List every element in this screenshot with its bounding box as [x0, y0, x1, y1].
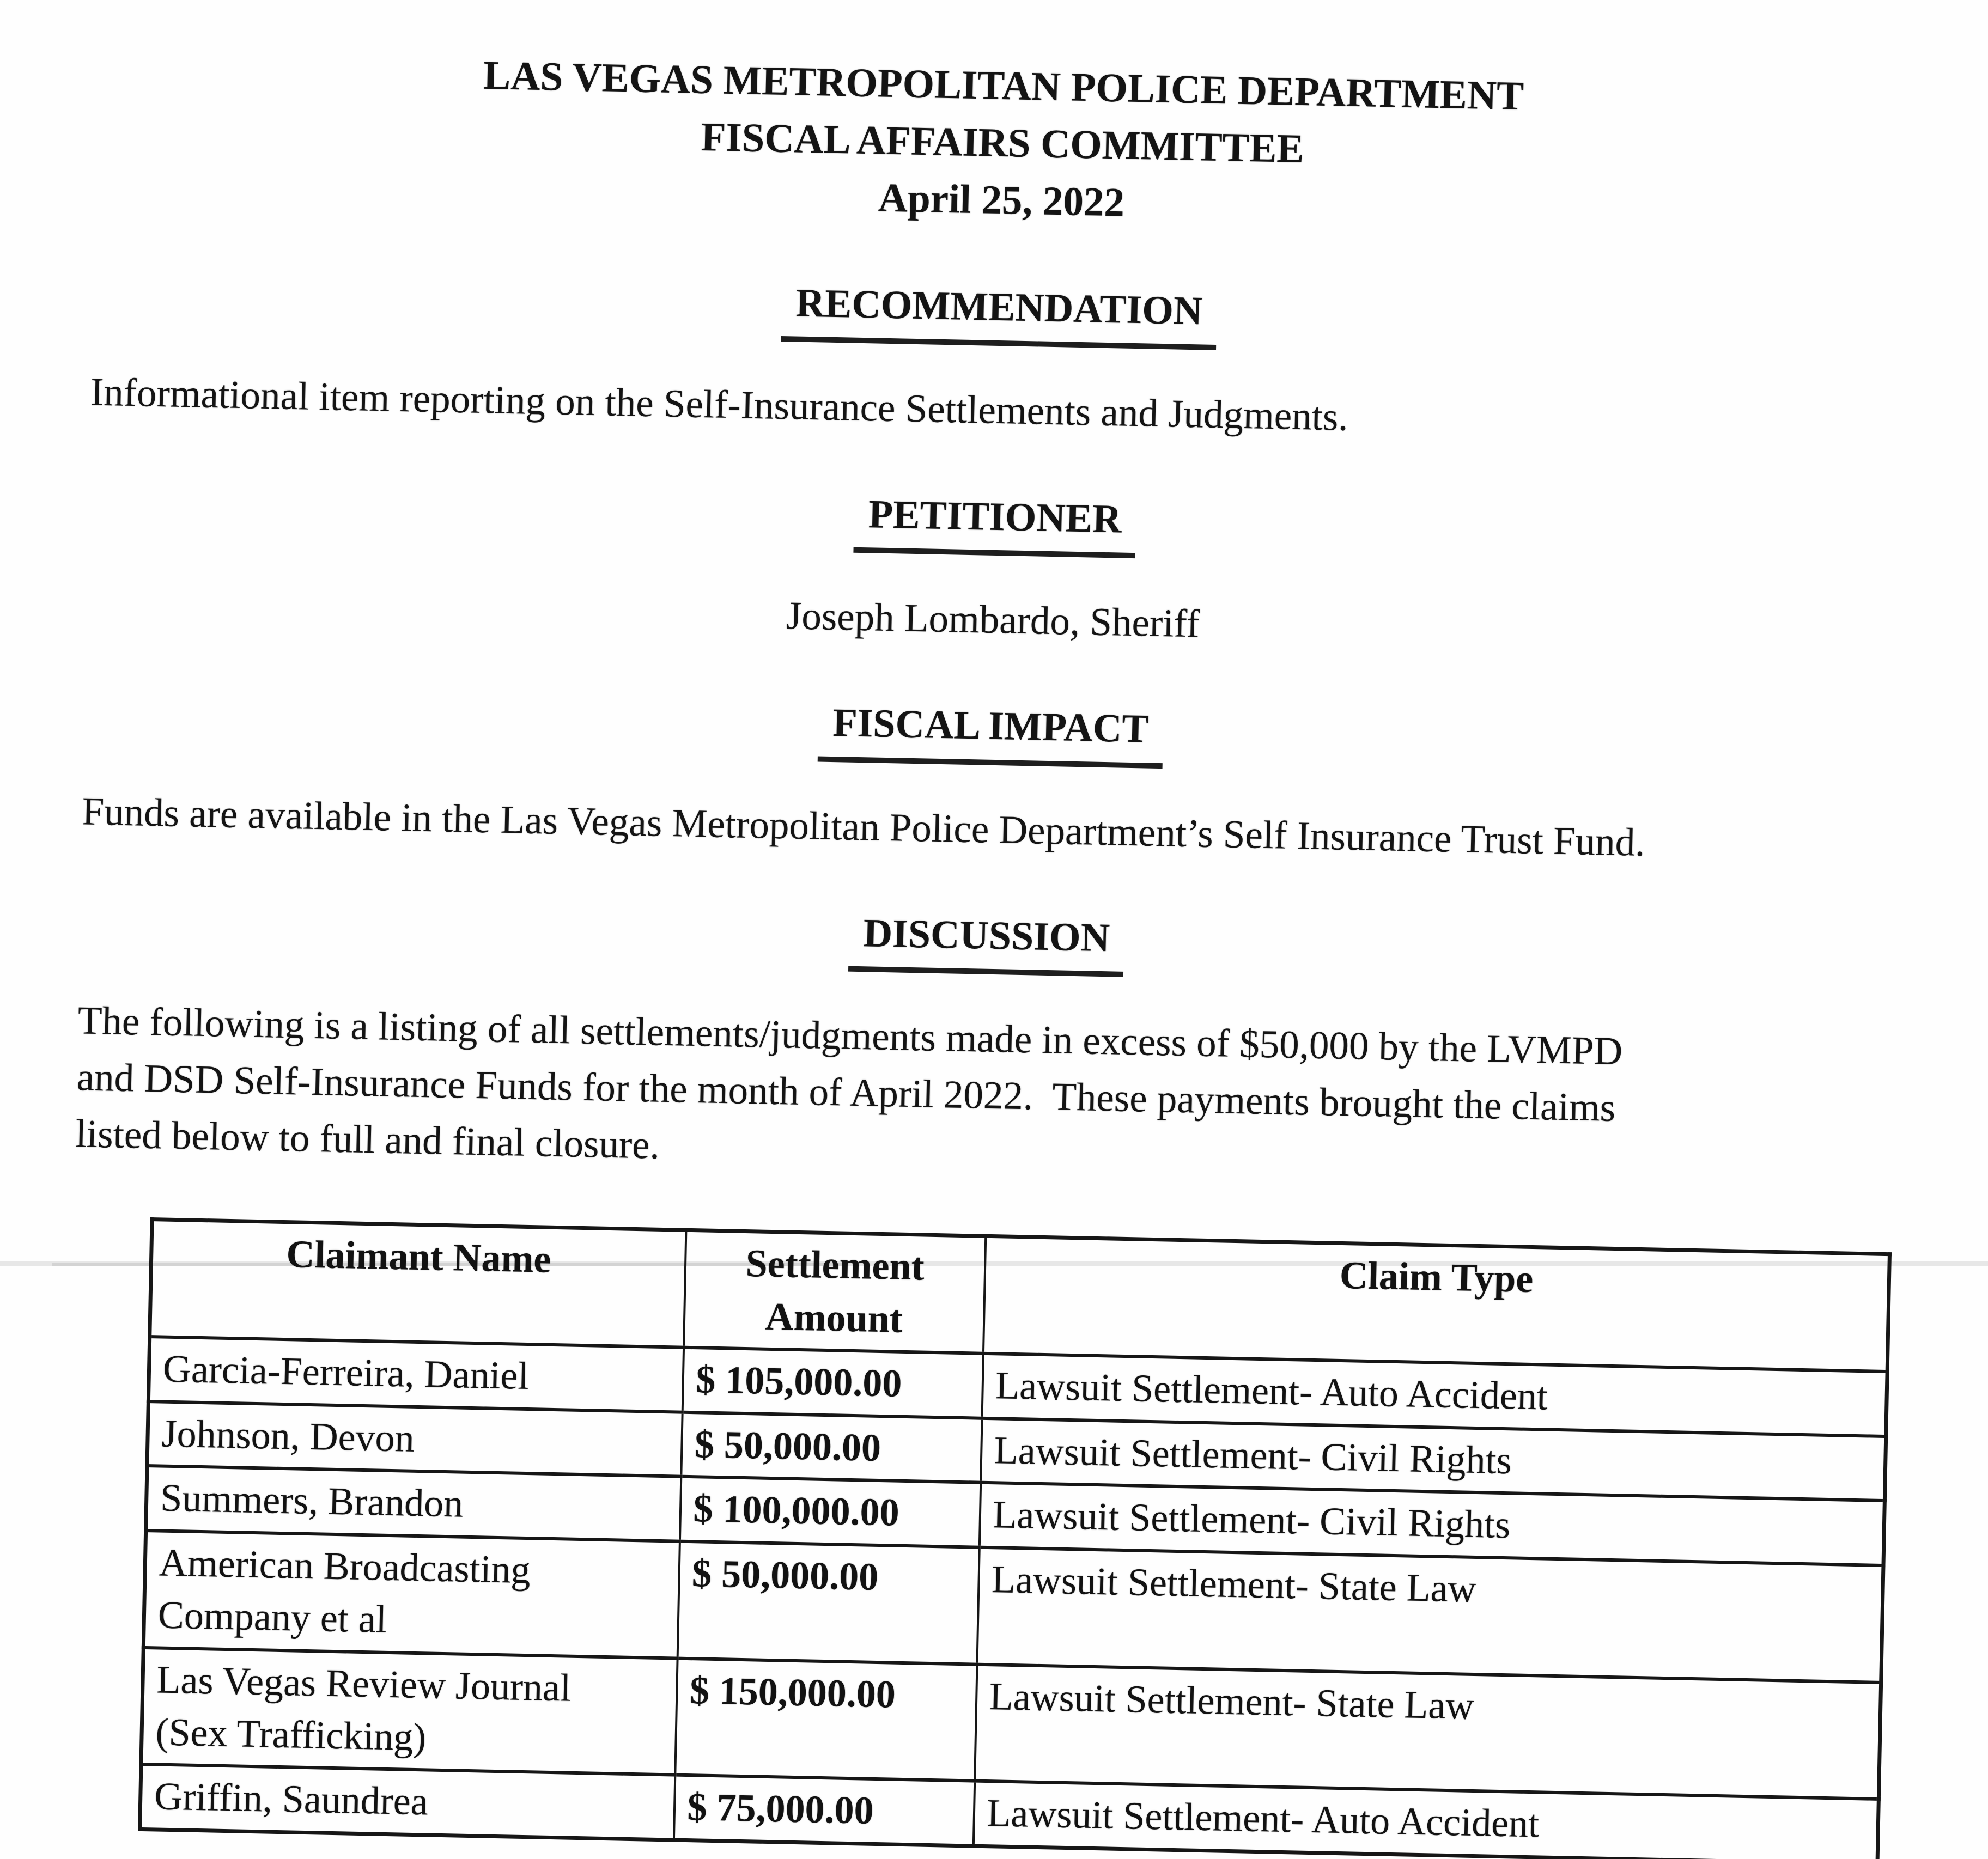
settlement-amount-cell: $ 100,000.00	[679, 1477, 980, 1547]
title-line-department: LAS VEGAS METROPOLITAN POLICE DEPARTMENT	[483, 52, 1524, 119]
settlement-amount-cell: $ 50,000.00	[681, 1412, 982, 1482]
discussion-heading-text: DISCUSSION	[848, 905, 1124, 977]
settlement-amount-cell: $ 75,000.00	[673, 1775, 974, 1846]
claim-type-cell: Lawsuit Settlement- State Law	[975, 1664, 1881, 1799]
section-heading-petitioner	[88, 470, 1902, 574]
claim-type-cell: Lawsuit Settlement- Civil Rights	[981, 1418, 1886, 1501]
claimant-name-cell: American Broadcasting Company et al	[143, 1531, 679, 1659]
recommendation-body: Informational item reporting on the Self-Insurance Settlements and Judgments.	[90, 369, 1349, 439]
section-heading-fiscal-impact	[83, 680, 1898, 783]
settlements-table	[138, 1217, 1892, 1859]
claim-type-cell: Lawsuit Settlement- Auto Accident	[982, 1354, 1887, 1436]
settlement-amount-cell: $ 150,000.00	[675, 1658, 977, 1781]
claimant-name-cell: Johnson, Devon	[147, 1401, 682, 1477]
claimant-name-cell: Garcia-Ferreira, Daniel	[148, 1337, 683, 1412]
column-header-claimant-name: Claimant Name	[150, 1220, 686, 1348]
claimant-name-cell: Griffin, Saundrea	[140, 1764, 675, 1840]
claimant-name-cell: Las Vegas Review Journal (Sex Trafficking)	[141, 1647, 677, 1775]
column-header-settlement-amount: Settlement Amount	[684, 1230, 986, 1354]
title-line-date: April 25, 2022	[878, 175, 1125, 225]
claim-type-cell: Lawsuit Settlement- Auto Accident	[973, 1781, 1878, 1859]
petitioner-heading-text: PETITIONER	[854, 485, 1136, 558]
claim-type-cell: Lawsuit Settlement- State Law	[977, 1547, 1883, 1682]
discussion-body: The following is a listing of all settlements/judgments made in excess of $50,000 by the LVMPD and DSD Self-Insurance Funds for the month of April 2022. These payments brought the claims listed below to full and final closure.	[75, 998, 1623, 1167]
title-line-committee: FISCAL AFFAIRS COMMITTEE	[700, 114, 1305, 172]
petitioner-body: Joseph Lombardo, Sheriff	[786, 593, 1200, 646]
section-heading-recommendation	[92, 261, 1906, 364]
recommendation-heading-text: RECOMMENDATION	[781, 275, 1217, 350]
settlement-amount-cell: $ 105,000.00	[682, 1348, 983, 1418]
fiscal-impact-body: Funds are available in the Las Vegas Metropolitan Police Department’s Self Insurance Trust Fund.	[81, 788, 1646, 864]
section-heading-discussion	[79, 889, 1894, 993]
column-header-claim-type: Claim Type	[983, 1236, 1889, 1372]
claimant-name-cell: Summers, Brandon	[146, 1466, 681, 1541]
claim-type-cell: Lawsuit Settlement- Civil Rights	[979, 1483, 1884, 1565]
document-title-block	[94, 39, 1911, 247]
fiscal-impact-heading-text: FISCAL IMPACT	[818, 694, 1164, 769]
settlement-amount-cell: $ 50,000.00	[677, 1541, 979, 1664]
